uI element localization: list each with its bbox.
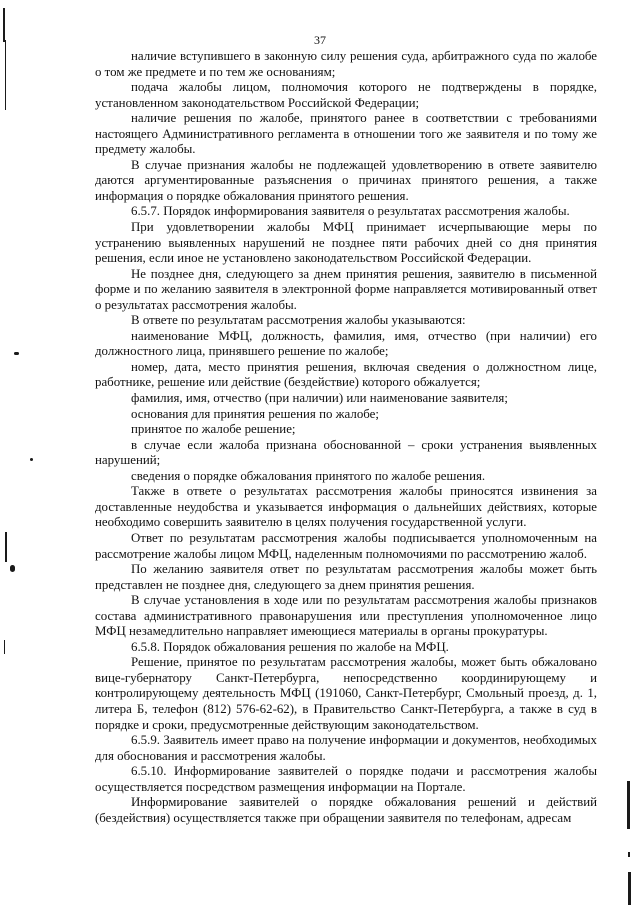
paragraph: При удовлетворении жалобы МФЦ принимает исчерпывающие меры по устранению выявленных нарушений не позднее пяти рабочих дней со дня принятия решения, если иное не установлено законодательством Российской Федерации.	[95, 220, 597, 266]
list-item: основания для принятия решения по жалобе;	[131, 406, 379, 421]
paragraph: Решение, принятое по результатам рассмотрения жалобы, может быть обжаловано вице-губернатору Санкт-Петербурга, непосредственно координирующему и контролирующему деятельность МФЦ (191060, Санкт-Петербург, Смольный проезд, д. 1, литера Б, телефон (812) 576-62-62), в Правительство Санкт-Петербурга, а также в суд в порядке и сроки, предусмотренные действующим законодательством.	[95, 655, 597, 732]
scan-edge-mark	[4, 640, 5, 654]
paragraph: В случае признания жалобы не подлежащей удовлетворению в ответе заявителю даются аргументированные разъяснения о причинах принятого решения, а также информация о порядке обжалования принятого решения.	[95, 157, 597, 203]
paragraph: наличие вступившего в законную силу решения суда, арбитражного суда по жалобе о том же предмете и по тем же основаниям;	[95, 49, 597, 79]
paragraph: подача жалобы лицом, полномочия которого не подтверждены в порядке, установленном законодательством Российской Федерации;	[95, 80, 597, 110]
paragraph: наличие решения по жалобе, принятого ранее в соответствии с требованиями настоящего Административного регламента в отношении того же заявителя и по тому же предмету жалобы.	[95, 111, 597, 157]
paragraph: Не позднее дня, следующего за днем принятия решения, заявителю в письменной форме и по желанию заявителя в электронной форме направляется мотивированный ответ о результатах рассмотрения жалобы.	[95, 266, 597, 312]
scan-speck	[10, 565, 15, 572]
section-heading: 6.5.7. Порядок информирования заявителя о результатах рассмотрения жалобы.	[131, 204, 570, 219]
scan-edge-mark	[3, 8, 5, 42]
scan-edge-mark	[627, 781, 630, 829]
list-item: в случае если жалоба признана обоснованной – сроки устранения выявленных нарушений;	[95, 437, 597, 468]
section-heading: 6.5.10. Информирование заявителей о порядке подачи и рассмотрения жалобы осуществляется посредством размещения информации на Портале.	[95, 764, 597, 794]
paragraph: По желанию заявителя ответ по результатам рассмотрения жалобы может быть представлен не позднее дня, следующего за днем принятия решения.	[95, 562, 597, 592]
paragraph: В случае установления в ходе или по результатам рассмотрения жалобы признаков состава административного правонарушения или преступления уполномоченное лицо МФЦ незамедлительно направляет имеющиеся материалы в органы прокуратуры.	[95, 593, 597, 639]
list-item: принятое по жалобе решение;	[131, 422, 296, 437]
paragraph: В ответе по результатам рассмотрения жалобы указываются:	[131, 313, 466, 328]
paragraph: Ответ по результатам рассмотрения жалобы подписывается уполномоченным на рассмотрение жалобы лицом МФЦ, наделенным полномочиями по рассмотрению жалоб.	[95, 530, 597, 561]
scan-speck	[30, 458, 33, 461]
list-item: сведения о порядке обжалования принятого по жалобе решения.	[131, 468, 486, 483]
scan-edge-mark	[628, 872, 631, 905]
list-item: наименование МФЦ, должность, фамилия, имя, отчество (при наличии) его должностного лица, принявшего решение по жалобе;	[95, 328, 597, 359]
list-item: фамилия, имя, отчество (при наличии) или наименование заявителя;	[131, 391, 508, 406]
section-heading: 6.5.9. Заявитель имеет право на получение информации и документов, необходимых для обоснования и рассмотрения жалобы.	[95, 733, 597, 763]
scan-speck	[628, 852, 630, 857]
scan-edge-mark	[5, 40, 6, 110]
section-heading: 6.5.8. Порядок обжалования решения по жалобе на МФЦ.	[131, 639, 449, 654]
page-number: 37	[314, 33, 326, 47]
scan-edge-mark	[5, 532, 7, 562]
paragraph: Информирование заявителей о порядке обжалования решений и действий (бездействия) осуществляется также при обращении заявителя по телефонам, адресам	[95, 795, 597, 825]
scan-speck	[14, 352, 19, 355]
list-item: номер, дата, место принятия решения, включая сведения о должностном лице, работнике, решение или действие (бездействие) которого обжалуется;	[95, 359, 597, 390]
page-body	[95, 49, 597, 826]
paragraph: Также в ответе о результатах рассмотрения жалобы приносятся извинения за доставленные неудобства и указывается информация о дальнейших действиях, которые необходимо совершить заявителю в целях получения государственной услуги.	[95, 484, 597, 530]
